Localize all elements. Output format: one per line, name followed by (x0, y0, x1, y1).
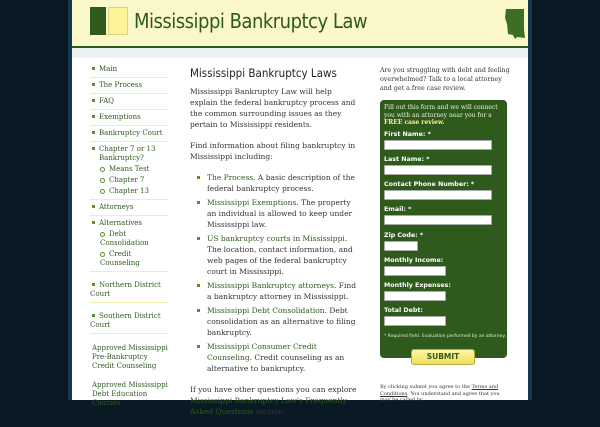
required-note: * Required field. Evaluation performed by an attorney. (384, 334, 506, 339)
sidebar-item-exemptions[interactable]: Exemptions (90, 110, 168, 126)
sidebar-item-northern-court[interactable]: Northern District Court (90, 278, 168, 303)
faq-link[interactable]: Mississippi Bankruptcy Law's Frequently Asked Questions (190, 396, 348, 416)
list-item: The Process. A basic description of the federal bankruptcy process. (207, 172, 358, 194)
topic-link-courts[interactable]: US bankruptcy courts in Mississippi (207, 234, 345, 243)
page-edge-right (528, 0, 532, 400)
sidebar-item-court[interactable]: Bankruptcy Court (90, 126, 168, 142)
sidebar-item-process[interactable]: The Process (90, 78, 168, 94)
topic-link-process[interactable]: The Process (207, 173, 254, 182)
sidebar-subitem-means-test[interactable]: Means Test (90, 163, 168, 174)
phone-label: Contact Phone Number: * (384, 181, 475, 188)
first-name-label: First Name: * (384, 131, 431, 138)
sidebar-item-attorneys[interactable]: Attorneys (90, 200, 168, 216)
terms-link[interactable]: Terms and Conditions (380, 384, 499, 397)
list-item: US bankruptcy courts in Mississippi. The location, contact information, and web pages of the federal bankruptcy court in Mississippi. (207, 233, 358, 277)
zip-label: Zip Code: * (384, 232, 424, 239)
phone-input[interactable] (384, 190, 492, 200)
sidebar-subitem-debt-consolidation[interactable]: Debt Consolidation (100, 230, 149, 247)
site-title[interactable]: Mississippi Bankruptcy Law (134, 9, 368, 33)
topic-link-credit-counseling[interactable]: Mississippi Consumer Credit Counseling (207, 342, 317, 362)
monthly-income-label: Monthly Income: (384, 257, 444, 264)
sidebar-subitem-credit-counseling[interactable]: Credit Counseling (100, 250, 140, 267)
list-item: Mississippi Debt Consolidation. Debt consolidation as an alternative to filing bankruptcy. (207, 305, 358, 338)
zip-input[interactable] (384, 241, 418, 251)
monthly-expenses-input[interactable] (384, 291, 446, 301)
last-name-input[interactable] (384, 165, 492, 175)
form-intro: Fill out this form and we will connect you with an attorney near you for a FREE case review. (384, 104, 498, 126)
sidebar-link-precounseling[interactable]: Approved Mississippi Pre-Bankruptcy Credit Counseling (92, 344, 168, 370)
topics-list (190, 172, 358, 374)
total-debt-input[interactable] (384, 316, 446, 326)
promo-text: Are you struggling with debt and feeling overwhelmed? Talk to a local attorney and get a free case review. (380, 67, 510, 92)
last-name-label: Last Name: * (384, 156, 430, 163)
topic-link-attorneys[interactable]: Mississippi Bankruptcy attorneys (207, 281, 335, 290)
logo-dark-block (90, 7, 106, 35)
topic-link-debt-consolidation[interactable]: Mississippi Debt Consolidation (207, 306, 325, 315)
page-edge-left (68, 0, 72, 400)
case-review-form (380, 100, 507, 361)
main-content (190, 66, 358, 427)
sidebar-link-debt-education[interactable]: Approved Mississippi Debt Education Courses (92, 381, 168, 407)
sidebar-subitem-chapter-13[interactable]: Chapter 13 (90, 185, 168, 196)
intro-paragraph: Mississippi Bankruptcy Law will help explain the federal bankruptcy process and the common surrounding issues as they pertain to Mississippi residents. (190, 87, 356, 129)
sidebar-item-main[interactable]: Main (90, 62, 168, 78)
sidebar-item-southern-court[interactable]: Southern District Court (90, 309, 168, 334)
total-debt-label: Total Debt: (384, 307, 423, 314)
monthly-expenses-label: Monthly Expenses: (384, 282, 451, 289)
topic-link-exemptions[interactable]: Mississippi Exemptions (207, 198, 297, 207)
sidebar-item-alternatives (90, 216, 168, 272)
sidebar-item-faq[interactable]: FAQ (90, 94, 168, 110)
find-info-paragraph: Find information about filing bankruptcy in Mississippi including: (190, 141, 356, 161)
list-item: Mississippi Consumer Credit Counseling. Credit counseling as an alternative to bankruptcy. (207, 341, 358, 374)
first-name-input[interactable] (384, 140, 492, 150)
site-header (72, 0, 528, 48)
header-subbar (72, 48, 528, 58)
email-label: Email: * (384, 206, 412, 213)
right-column (380, 66, 510, 403)
outro-paragraph: If you have other questions you can explore Mississippi Bankruptcy Law's Frequently Asked Questions section. (190, 385, 357, 416)
sidebar-item-chapter-link[interactable]: Chapter 7 or 13 Bankruptcy? (90, 145, 168, 163)
email-field[interactable] (384, 215, 492, 225)
submit-button[interactable]: SUBMIT (411, 349, 475, 365)
logo-light-block (108, 7, 128, 35)
sidebar-item-alternatives-link[interactable]: Alternatives (90, 219, 168, 228)
sidebar-item-chapter (90, 142, 168, 200)
sidebar-subitem-chapter-7[interactable]: Chapter 7 (90, 174, 168, 185)
sidebar-nav (90, 62, 168, 408)
list-item: Mississippi Exemptions. The property an individual is allowed to keep under Mississippi law. (207, 197, 358, 230)
page-title: Mississippi Bankruptcy Laws (190, 66, 337, 80)
list-item: Mississippi Bankruptcy attorneys. Find a bankruptcy attorney in Mississippi. (207, 281, 357, 301)
legal-text: By clicking submit you agree to the Terms and Conditions. You understand and agree that you may be called by (380, 384, 500, 403)
monthly-income-input[interactable] (384, 266, 446, 276)
mississippi-state-icon (504, 8, 526, 40)
